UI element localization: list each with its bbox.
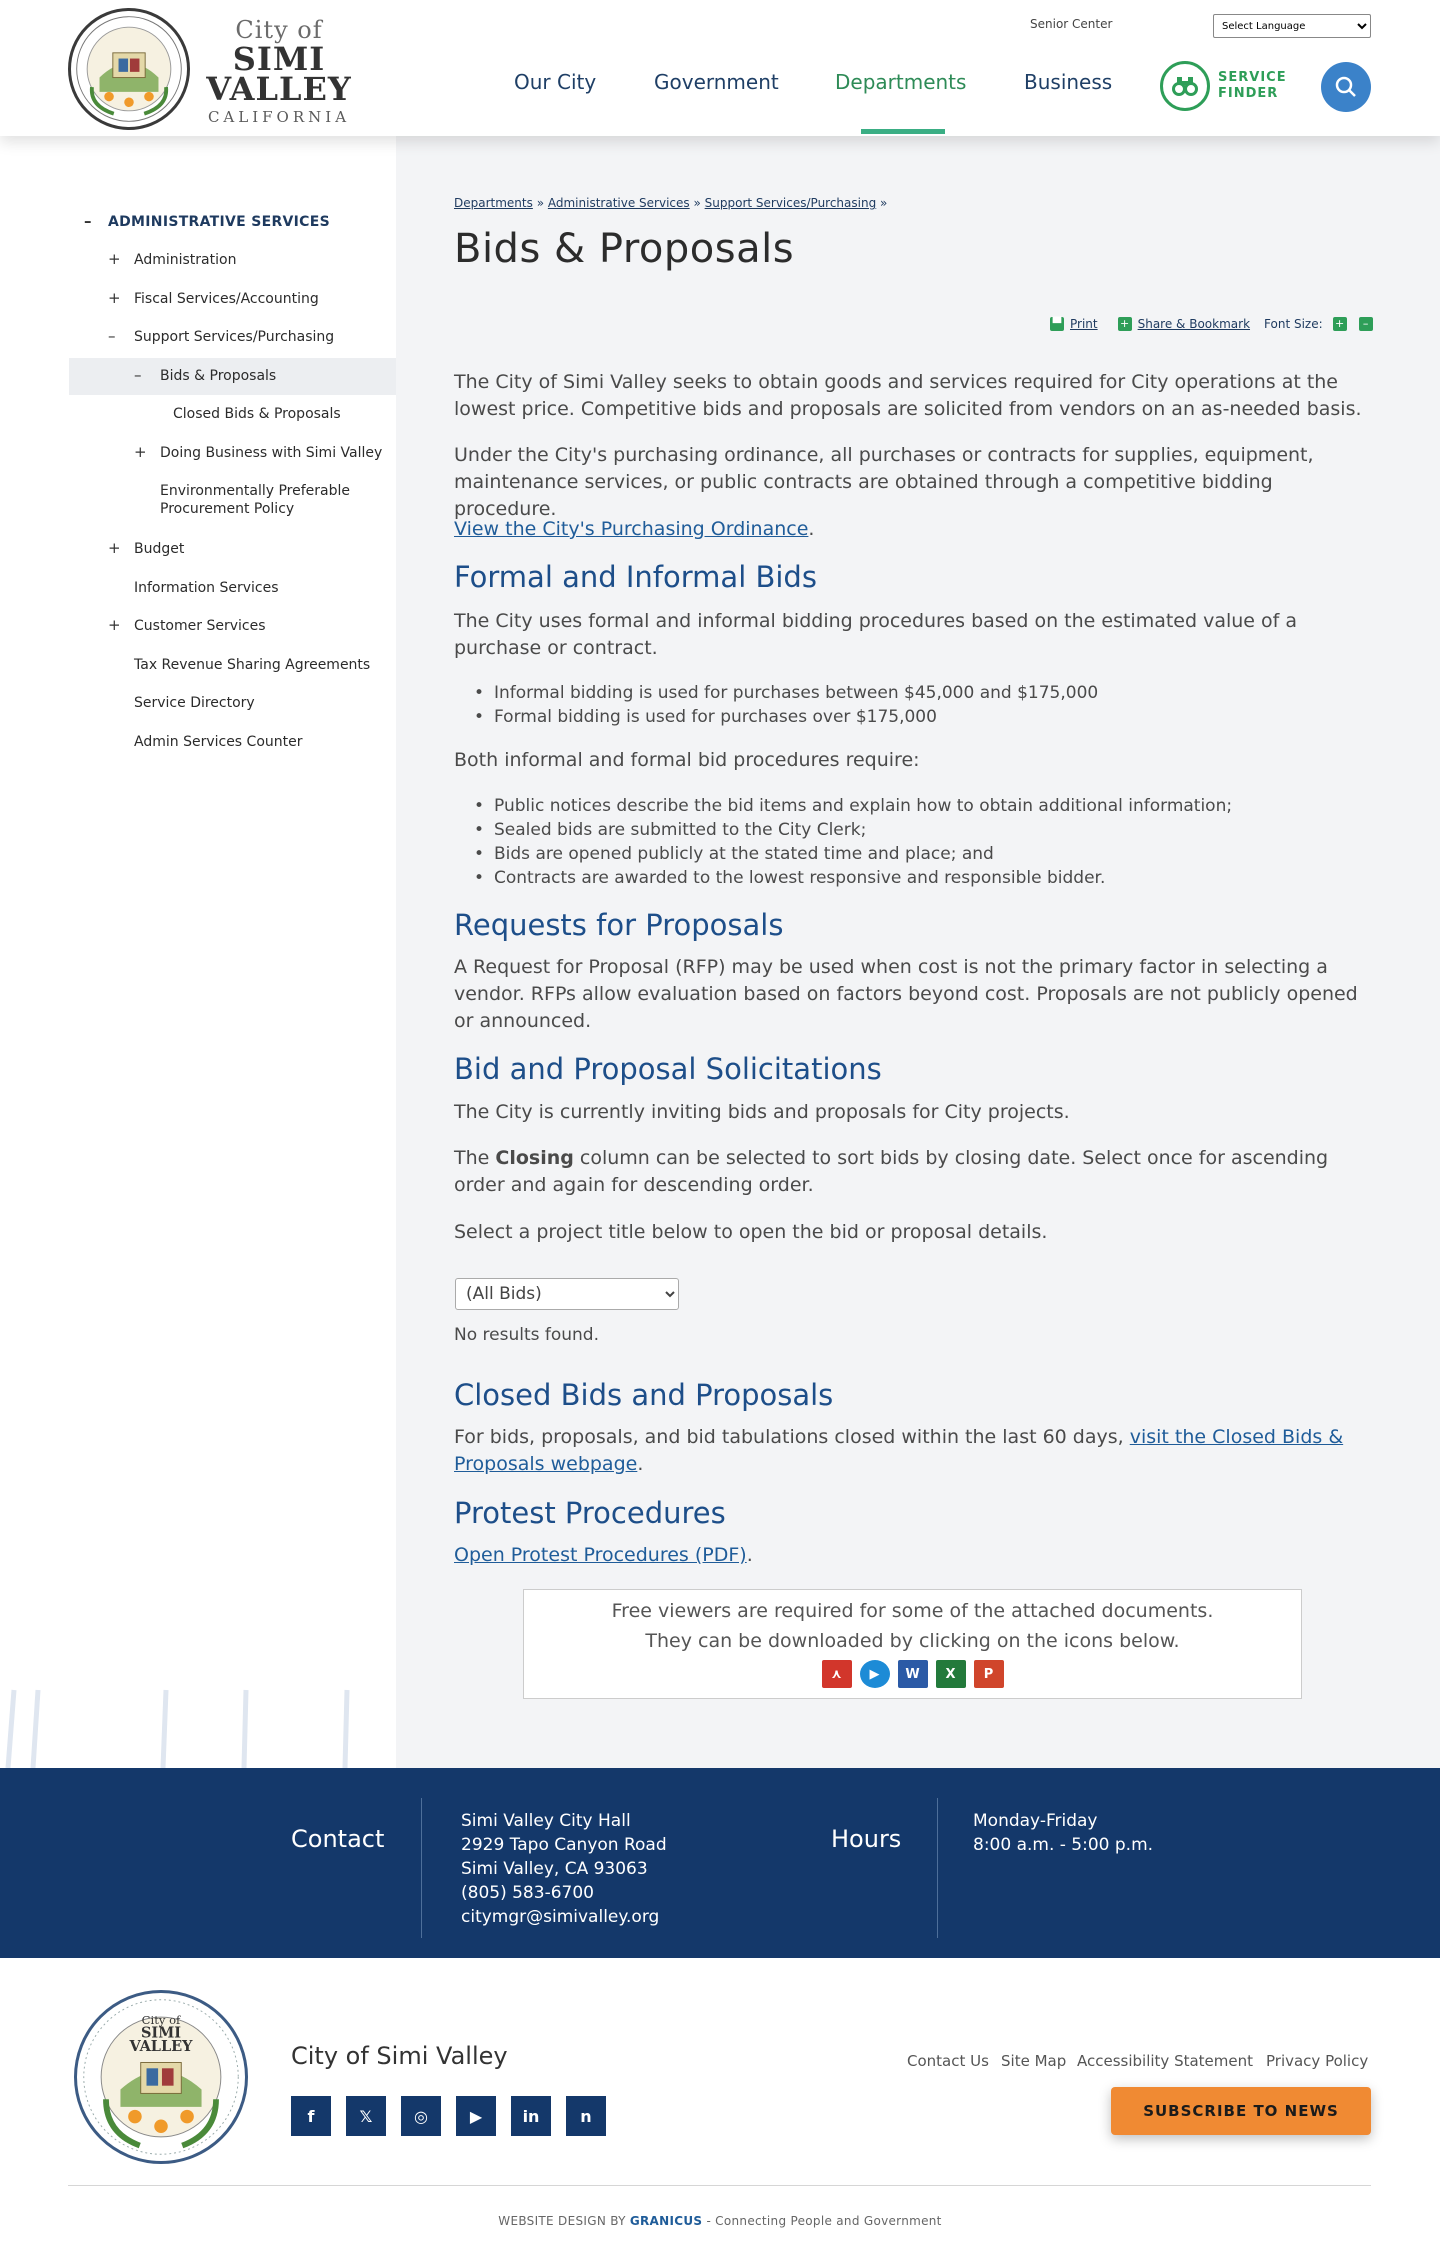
city-seal-logo[interactable] xyxy=(68,8,190,130)
svg-text:SIMI: SIMI xyxy=(140,2024,182,2042)
sidebar-decoration xyxy=(0,1685,396,1768)
search-button[interactable] xyxy=(1321,62,1371,112)
closed-bids-link[interactable]: visit the Closed Bids & Proposals webpage xyxy=(454,1426,1344,1475)
solicitations-text-3: Select a project title below to open the bid or proposal details. xyxy=(454,1221,1048,1243)
list-item: • Public notices describe the bid items and explain how to obtain additional information; xyxy=(474,794,1364,818)
breadcrumb-separator: » xyxy=(880,196,888,210)
protest-paragraph: Open Protest Procedures (PDF). xyxy=(454,1544,753,1566)
hours-line: Monday-Friday xyxy=(973,1811,1098,1831)
expand-icon[interactable]: + xyxy=(108,616,121,634)
viewers-text-1: Free viewers are required for some of the attached documents. xyxy=(611,1600,1214,1622)
divider xyxy=(937,1798,938,1938)
footer-city-seal[interactable] xyxy=(74,1990,248,2164)
hours-heading: Hours xyxy=(831,1825,902,1853)
solicitations-text-2-pre: The xyxy=(454,1147,496,1169)
formal-bids-heading: Formal and Informal Bids xyxy=(454,560,817,594)
site-header xyxy=(0,0,1440,136)
font-size-label: Font Size: xyxy=(1264,317,1323,331)
footer-divider xyxy=(68,2185,1371,2186)
sidebar-item-label: Environmentally Preferable xyxy=(160,483,351,499)
breadcrumb xyxy=(454,196,887,210)
solicitations-text-2 xyxy=(454,1145,1364,1199)
binoculars-icon xyxy=(1160,61,1210,111)
sidebar-item-information-services[interactable] xyxy=(134,579,279,597)
ordinance-paragraph: View the City's Purchasing Ordinance. xyxy=(454,518,815,540)
hours-line: 8:00 a.m. - 5:00 p.m. xyxy=(973,1835,1154,1855)
service-finder-label xyxy=(1218,70,1287,102)
svg-text:VALLEY: VALLEY xyxy=(129,2037,193,2055)
contact-line: 2929 Tapo Canyon Road xyxy=(461,1835,667,1855)
contact-phone[interactable]: (805) 583-6700 xyxy=(461,1883,594,1903)
rfp-text: A Request for Proposal (RFP) may be used when cost is not the primary factor in selecting a vendor. RFPs allow evaluation based on factors beyond cost. Proposals are not publicly opened or announced. xyxy=(454,956,1358,1032)
sidebar-item-customer-services[interactable] xyxy=(108,617,266,635)
sidebar-item-fiscal-services[interactable] xyxy=(108,290,319,308)
both-procedures-text: Both informal and formal bid procedures require: xyxy=(454,749,920,771)
sidebar-item-bids-proposals[interactable] xyxy=(134,367,276,385)
breadcrumb-separator: » xyxy=(536,196,545,210)
footer-link-contact[interactable]: Contact Us xyxy=(907,2052,989,2070)
collapse-icon[interactable]: – xyxy=(84,212,92,230)
sidebar-item-administration[interactable] xyxy=(108,251,236,269)
sidebar-item-label: Service Directory xyxy=(134,695,255,711)
youtube-icon[interactable]: ▶ xyxy=(456,2096,496,2136)
powerpoint-viewer-icon[interactable]: P xyxy=(974,1660,1004,1688)
font-decrease-button[interactable]: – xyxy=(1359,317,1373,331)
media-player-icon[interactable]: ▶ xyxy=(860,1660,890,1688)
sidebar-item-support-services[interactable] xyxy=(108,328,334,346)
document-viewers-box xyxy=(523,1589,1302,1699)
active-nav-indicator xyxy=(861,129,945,134)
logo-line-4: CALIFORNIA xyxy=(207,108,351,126)
solicitations-text-2-post: column can be selected to sort bids by closing date. Select once for ascending order and again for descending order. xyxy=(454,1147,1329,1196)
instagram-icon[interactable]: ◎ xyxy=(401,2096,441,2136)
sidebar-title[interactable] xyxy=(86,213,330,231)
nav-government[interactable]: Government xyxy=(654,70,779,94)
closing-column-label: Closing xyxy=(495,1147,574,1169)
sidebar-item-label: Doing Business with Simi Valley xyxy=(160,445,383,461)
city-wordmark[interactable] xyxy=(204,16,354,126)
sidebar-item-doing-business[interactable] xyxy=(134,444,382,462)
page-title: Bids & Proposals xyxy=(454,226,795,272)
sidebar-item-label: Admin Services Counter xyxy=(134,734,303,750)
purchasing-ordinance-link[interactable]: View the City's Purchasing Ordinance xyxy=(454,518,809,540)
list-item: • Formal bidding is used for purchases over $175,000 xyxy=(474,705,1364,729)
service-finder-line-2: FINDER xyxy=(1218,86,1279,101)
sidebar-item-label: Closed Bids & Proposals xyxy=(173,406,341,422)
nav-business[interactable]: Business xyxy=(1024,70,1113,94)
granicus-link[interactable]: GRANICUS xyxy=(629,2214,703,2228)
logo-line-3: VALLEY xyxy=(206,70,352,108)
closed-bids-heading: Closed Bids and Proposals xyxy=(454,1378,834,1412)
share-icon: + xyxy=(1118,317,1132,331)
sidebar-item-budget[interactable] xyxy=(108,540,184,558)
protest-procedures-link[interactable]: Open Protest Procedures (PDF) xyxy=(454,1544,747,1566)
expand-icon[interactable]: + xyxy=(134,443,147,461)
viewer-icons xyxy=(524,1660,1301,1688)
sidebar-title-label: ADMINISTRATIVE SERVICES xyxy=(108,214,331,230)
print-link[interactable]: Print xyxy=(1070,317,1098,331)
contact-line: Simi Valley City Hall xyxy=(461,1811,631,1831)
footer-city-name: City of Simi Valley xyxy=(291,2042,508,2070)
collapse-icon[interactable]: – xyxy=(134,366,142,384)
intro-paragraph-1: The City of Simi Valley seeks to obtain goods and services required for City operations at the lowest price. Competitive bids and proposals are solicited from vendors on an as-needed basis. xyxy=(454,371,1362,420)
contact-heading: Contact xyxy=(291,1825,385,1853)
site-credit xyxy=(0,2214,1440,2228)
viewers-text-2: They can be downloaded by clicking on the icons below. xyxy=(645,1630,1180,1652)
intro-paragraph-2: Under the City's purchasing ordinance, all purchases or contracts for supplies, equipment, maintenance services, or public contracts are obtained through a competitive bidding procedure. xyxy=(454,444,1314,520)
expand-icon[interactable]: + xyxy=(108,539,121,557)
logo-line-1: City of xyxy=(235,16,323,44)
bid-filter-select[interactable] xyxy=(455,1278,679,1310)
adobe-reader-icon[interactable]: ⋏ xyxy=(822,1660,852,1688)
sidebar-item-label: Administration xyxy=(134,252,237,268)
linkedin-icon[interactable]: in xyxy=(511,2096,551,2136)
breadcrumb-support-services[interactable]: Support Services/Purchasing xyxy=(704,196,877,210)
excel-viewer-icon[interactable]: X xyxy=(936,1660,966,1688)
solicitations-heading: Bid and Proposal Solicitations xyxy=(454,1052,882,1086)
footer-link-privacy[interactable]: Privacy Policy xyxy=(1266,2052,1369,2070)
expand-icon[interactable]: + xyxy=(108,250,121,268)
contact-band xyxy=(0,1768,1440,1958)
sidebar-item-label: Support Services/Purchasing xyxy=(134,329,335,345)
sidebar-item-label: Budget xyxy=(134,541,185,557)
language-select[interactable] xyxy=(1213,14,1371,38)
hours-details xyxy=(973,1809,1153,1857)
list-item: • Sealed bids are submitted to the City Clerk; xyxy=(474,818,1364,842)
service-finder-button[interactable] xyxy=(1160,61,1290,113)
senior-center-link[interactable]: Senior Center xyxy=(1030,17,1113,31)
requirements-list xyxy=(474,794,1364,890)
credit-tagline: - Connecting People and Government xyxy=(702,2214,942,2228)
sidebar-item-label: Customer Services xyxy=(134,618,266,634)
sidebar-item-label: Information Services xyxy=(134,580,279,596)
rfp-heading: Requests for Proposals xyxy=(454,908,784,942)
footer-link-site-map[interactable]: Site Map xyxy=(1001,2052,1067,2070)
font-increase-button[interactable]: + xyxy=(1333,317,1347,331)
sidebar-item-service-directory[interactable] xyxy=(134,694,255,712)
nextdoor-icon[interactable]: n xyxy=(566,2096,606,2136)
sidebar-item-closed-bids[interactable] xyxy=(173,405,341,423)
contact-line: Simi Valley, CA 93063 xyxy=(461,1859,648,1879)
sidebar-item-label: Tax Revenue Sharing Agreements xyxy=(134,657,371,673)
nav-our-city[interactable]: Our City xyxy=(514,70,597,94)
breadcrumb-separator: » xyxy=(693,196,701,210)
contact-email[interactable]: citymgr@simivalley.org xyxy=(461,1907,660,1927)
credit-text: WEBSITE DESIGN BY xyxy=(498,2214,630,2228)
sidebar-item-environmental-policy[interactable] xyxy=(160,482,350,518)
share-bookmark-link[interactable]: Share & Bookmark xyxy=(1137,317,1251,331)
word-viewer-icon[interactable]: W xyxy=(898,1660,928,1688)
page-tools xyxy=(1050,317,1379,331)
breadcrumb-administrative-services[interactable]: Administrative Services xyxy=(547,196,690,210)
subscribe-button[interactable]: SUBSCRIBE TO NEWS xyxy=(1111,2087,1371,2135)
list-item: • Bids are opened publicly at the stated time and place; and xyxy=(474,842,1364,866)
list-item: • Informal bidding is used for purchases between $45,000 and $175,000 xyxy=(474,681,1364,705)
service-finder-line-1: SERVICE xyxy=(1218,70,1287,85)
protest-heading: Protest Procedures xyxy=(454,1496,726,1530)
list-item: • Contracts are awarded to the lowest responsive and responsible bidder. xyxy=(474,866,1364,890)
nav-departments[interactable]: Departments xyxy=(835,70,967,94)
facebook-icon[interactable]: f xyxy=(291,2096,331,2136)
collapse-icon[interactable]: – xyxy=(108,327,116,345)
contact-details xyxy=(461,1809,667,1929)
footer-link-accessibility[interactable]: Accessibility Statement xyxy=(1077,2052,1254,2070)
formal-bids-text: The City uses formal and informal bidding procedures based on the estimated value of a purchase or contract. xyxy=(454,610,1298,659)
search-icon xyxy=(1335,76,1357,98)
print-icon: ▀ xyxy=(1050,317,1064,331)
sidebar-item-label: Fiscal Services/Accounting xyxy=(134,291,319,307)
sidebar-item-tax-revenue[interactable] xyxy=(134,656,370,674)
sidebar-item-admin-counter[interactable] xyxy=(134,733,303,751)
divider xyxy=(421,1798,422,1938)
sidebar-item-label: Bids & Proposals xyxy=(160,368,277,384)
solicitations-text-1: The City is currently inviting bids and proposals for City projects. xyxy=(454,1101,1070,1123)
no-results-text: No results found. xyxy=(454,1325,600,1345)
closed-bids-text: For bids, proposals, and bid tabulations closed within the last 60 days, visit the Closed Bids & Proposals webpage. xyxy=(454,1426,1344,1475)
svg-text:City of: City of xyxy=(141,2012,181,2027)
breadcrumb-departments[interactable]: Departments xyxy=(454,196,533,210)
closed-bids-text-pre: For bids, proposals, and bid tabulations closed within the last 60 days, xyxy=(454,1426,1130,1448)
x-icon[interactable]: 𝕏 xyxy=(346,2096,386,2136)
sidebar-item-label-2: Procurement Policy xyxy=(160,501,295,517)
logo-line-2: SIMI xyxy=(232,40,326,78)
bidding-thresholds-list xyxy=(474,681,1364,729)
expand-icon[interactable]: + xyxy=(108,289,121,307)
